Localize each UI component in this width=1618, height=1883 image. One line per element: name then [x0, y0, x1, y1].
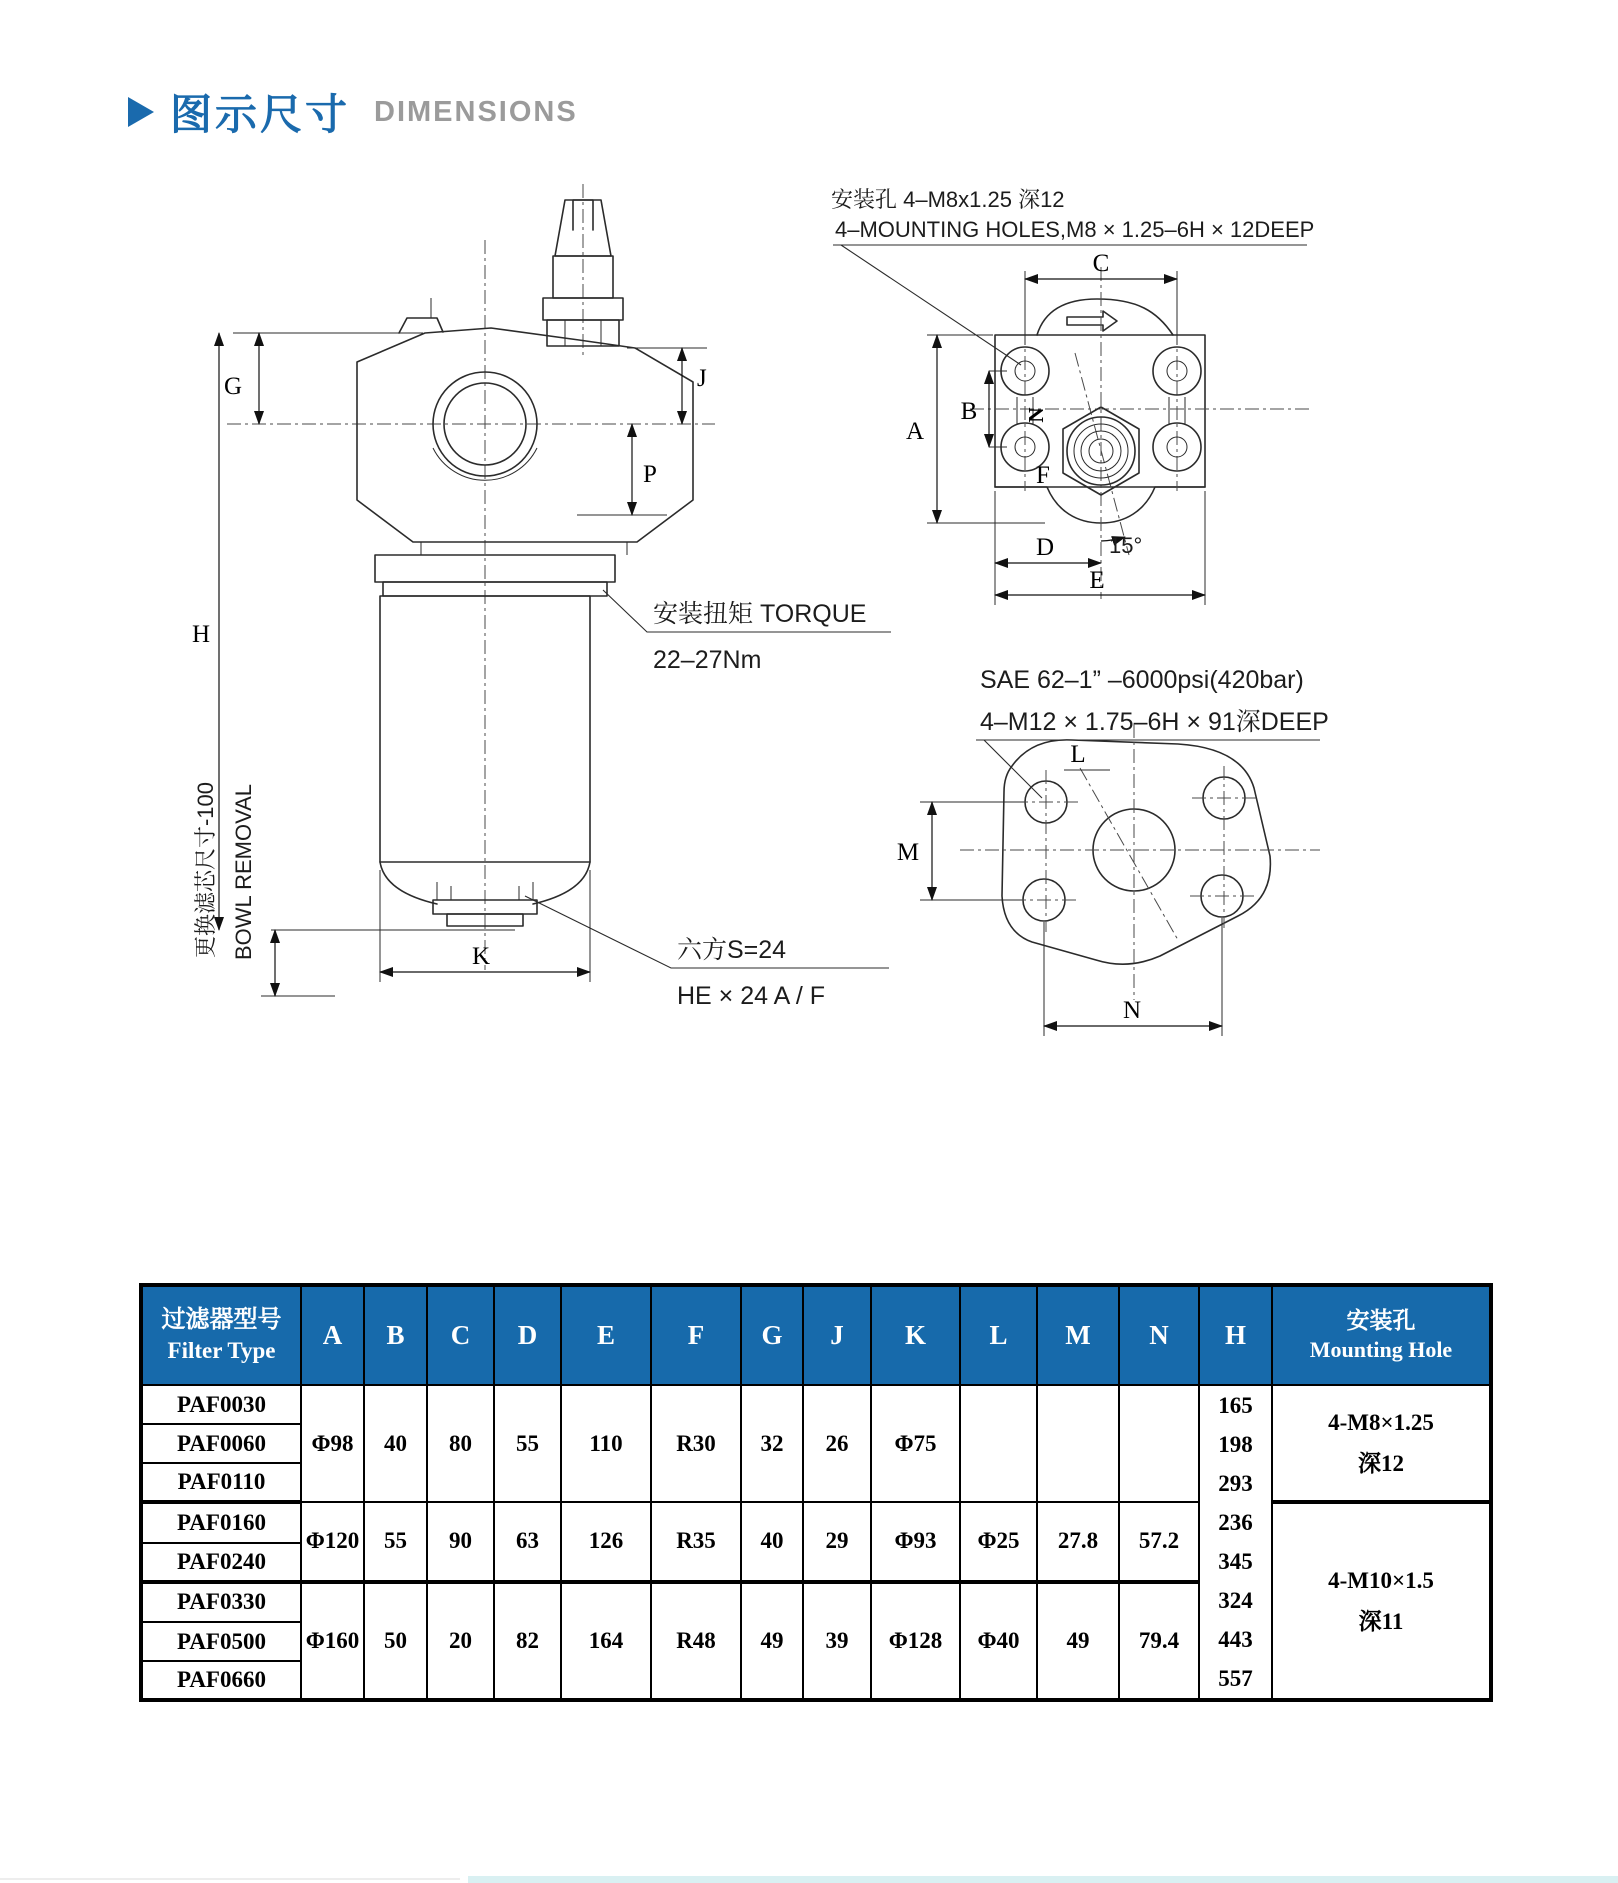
- dim-label-g: G: [223, 373, 243, 400]
- mounting-hole-cell: [1272, 1502, 1491, 1700]
- filter-model-cell: PAF0060: [141, 1424, 301, 1463]
- header-col-M: M: [1037, 1285, 1119, 1385]
- header-col-B: B: [364, 1285, 427, 1385]
- h-value: 324: [1218, 1587, 1253, 1613]
- header-filter-type-en: Filter Type: [167, 1338, 276, 1364]
- dim-label-k: K: [471, 943, 491, 970]
- dim-D-E-top: [995, 462, 1205, 605]
- table-cell: [960, 1385, 1037, 1502]
- header-col-A: A: [301, 1285, 364, 1385]
- angle-label: 15°: [1109, 533, 1143, 558]
- dim-L-sae: [1064, 741, 1110, 770]
- dim-label-c: C: [1092, 250, 1110, 277]
- table-cell: 29: [803, 1502, 871, 1582]
- dim-label-f: F: [1036, 462, 1050, 489]
- footer-strip: [468, 1876, 1618, 1883]
- dim-label-n: N: [1122, 997, 1142, 1024]
- sae-annotation: [976, 666, 1329, 798]
- mounting-spec-line2: 深12: [1358, 1451, 1404, 1476]
- header-filter-type: [141, 1285, 301, 1385]
- dim-label-h: H: [191, 621, 211, 648]
- mounting-note-cn: 安装孔 4–M8x1.25 深12: [831, 187, 1065, 212]
- mounting-spec-line2: 深11: [1358, 1609, 1404, 1634]
- table-cell: 20: [427, 1582, 494, 1701]
- port-mark-label: N: [1024, 407, 1048, 423]
- top-view-drawing: [745, 175, 1325, 625]
- table-cell: Φ98: [301, 1385, 364, 1502]
- header-col-E: E: [561, 1285, 651, 1385]
- table-cell: 110: [561, 1385, 651, 1502]
- table-cell: 50: [364, 1582, 427, 1701]
- table-cell: 40: [364, 1385, 427, 1502]
- dim-label-d: D: [1035, 534, 1055, 561]
- table-header-row: [141, 1285, 1491, 1385]
- dim-N-sae: [1044, 918, 1222, 1036]
- table-cell: Φ128: [871, 1582, 960, 1701]
- table-cell: 49: [1037, 1582, 1119, 1701]
- table-cell: 39: [803, 1582, 871, 1701]
- mounting-holes-annotation: [831, 187, 1314, 365]
- h-value: 443: [1218, 1626, 1253, 1652]
- mounting-spec-line1: 4-M10×1.5: [1328, 1567, 1434, 1593]
- table-cell: [1037, 1385, 1119, 1502]
- table-cell: Φ120: [301, 1502, 364, 1582]
- table-cell: Φ75: [871, 1385, 960, 1502]
- mounting-note-en: 4–MOUNTING HOLES,M8 × 1.25–6H × 12DEEP: [835, 217, 1315, 242]
- dim-label-j: J: [697, 365, 707, 392]
- h-values-column: [1199, 1385, 1272, 1700]
- table-cell: 126: [561, 1502, 651, 1582]
- hex-label-line2: HE × 24 A / F: [677, 982, 825, 1010]
- h-value: 198: [1218, 1431, 1253, 1457]
- h-value: 557: [1218, 1665, 1253, 1691]
- table-cell: 32: [741, 1385, 803, 1502]
- table-cell: R48: [651, 1582, 741, 1701]
- table-cell: Φ40: [960, 1582, 1037, 1701]
- filter-model-cell: PAF0110: [141, 1463, 301, 1502]
- bowl-removal-label-cn: 更换滤芯尺寸-100: [193, 781, 218, 959]
- header-mounting-cn: 安装孔: [1346, 1308, 1416, 1334]
- dim-label-p: P: [643, 461, 657, 488]
- sae-flange-outline: [1002, 740, 1270, 964]
- table-cell: 57.2: [1119, 1502, 1199, 1582]
- filter-model-cell: PAF0030: [141, 1385, 301, 1424]
- filter-model-cell: PAF0330: [141, 1582, 301, 1623]
- header-col-H: H: [1199, 1285, 1272, 1385]
- page-title: [128, 82, 578, 142]
- filter-head-outline: [357, 298, 693, 542]
- dim-M-sae: [897, 802, 1024, 900]
- filter-model-cell: PAF0660: [141, 1661, 301, 1700]
- header-col-N: N: [1119, 1285, 1199, 1385]
- table-cell: R35: [651, 1502, 741, 1582]
- filter-model-cell: PAF0160: [141, 1502, 301, 1543]
- header-col-K: K: [871, 1285, 960, 1385]
- h-value: 236: [1218, 1509, 1253, 1535]
- dim-label-e: E: [1089, 567, 1105, 594]
- table-cell: 82: [494, 1582, 561, 1701]
- dim-A-top: [906, 335, 1045, 523]
- table-cell: Φ93: [871, 1502, 960, 1582]
- torque-label-line1: 安装扭矩 TORQUE: [653, 600, 867, 628]
- h-value: 345: [1218, 1548, 1253, 1574]
- front-centerlines: [227, 184, 715, 970]
- footer-line: [0, 1878, 460, 1880]
- sae-note-line2: 4–M12 × 1.75–6H × 91深DEEP: [980, 708, 1329, 736]
- table-cell: 27.8: [1037, 1502, 1119, 1582]
- header-mounting-hole: [1272, 1285, 1491, 1385]
- filter-bowl-outline: [375, 542, 627, 926]
- header-col-C: C: [427, 1285, 494, 1385]
- bowl-removal-label-en: BOWL REMOVAL: [231, 783, 256, 961]
- mounting-hole-cell: [1272, 1385, 1491, 1502]
- dim-label-l: L: [1070, 741, 1086, 768]
- sae-centerlines: [960, 724, 1320, 1000]
- hex-label-line1: 六方S=24: [677, 936, 787, 964]
- table-cell: 49: [741, 1582, 803, 1701]
- table-cell: 26: [803, 1385, 871, 1502]
- filter-model-cell: PAF0500: [141, 1622, 301, 1661]
- sae-flange-drawing: [780, 640, 1340, 1060]
- table-cell: 90: [427, 1502, 494, 1582]
- page-title-en: DIMENSIONS: [374, 95, 578, 128]
- triangle-bullet-icon: [128, 97, 154, 127]
- table-cell: 164: [561, 1582, 651, 1701]
- h-value: 293: [1218, 1470, 1253, 1496]
- table-cell: 55: [364, 1502, 427, 1582]
- dim-label-b: B: [960, 398, 978, 425]
- table-cell: Φ160: [301, 1582, 364, 1701]
- page-title-cn: 图示尺寸: [170, 91, 351, 138]
- dimension-table: [139, 1283, 1493, 1702]
- dim-J: [627, 348, 707, 424]
- table-cell: 63: [494, 1502, 561, 1582]
- table-cell: 55: [494, 1385, 561, 1502]
- table-row: [141, 1502, 1491, 1543]
- header-mounting-en: Mounting Hole: [1309, 1337, 1453, 1363]
- bowl-removal-dim: [193, 782, 515, 996]
- header-filter-type-cn: 过滤器型号: [161, 1306, 282, 1333]
- mounting-spec-line1: 4-M8×1.25: [1328, 1409, 1434, 1435]
- dim-label-m: M: [896, 839, 920, 866]
- table-cell: Φ25: [960, 1502, 1037, 1582]
- header-col-G: G: [741, 1285, 803, 1385]
- header-col-J: J: [803, 1285, 871, 1385]
- header-col-L: L: [960, 1285, 1037, 1385]
- filter-model-cell: PAF0240: [141, 1543, 301, 1582]
- header-col-F: F: [651, 1285, 741, 1385]
- header-col-D: D: [494, 1285, 561, 1385]
- table-cell: 40: [741, 1502, 803, 1582]
- dim-P: [577, 424, 667, 515]
- table-row: [141, 1385, 1491, 1424]
- h-value: 165: [1218, 1392, 1253, 1418]
- table-cell: 79.4: [1119, 1582, 1199, 1701]
- torque-label-line2: 22–27Nm: [653, 646, 762, 674]
- dim-label-a: A: [905, 418, 925, 445]
- table-cell: R30: [651, 1385, 741, 1502]
- sae-note-line1: SAE 62–1” –6000psi(420bar): [980, 666, 1304, 694]
- table-cell: [1119, 1385, 1199, 1502]
- table-cell: 80: [427, 1385, 494, 1502]
